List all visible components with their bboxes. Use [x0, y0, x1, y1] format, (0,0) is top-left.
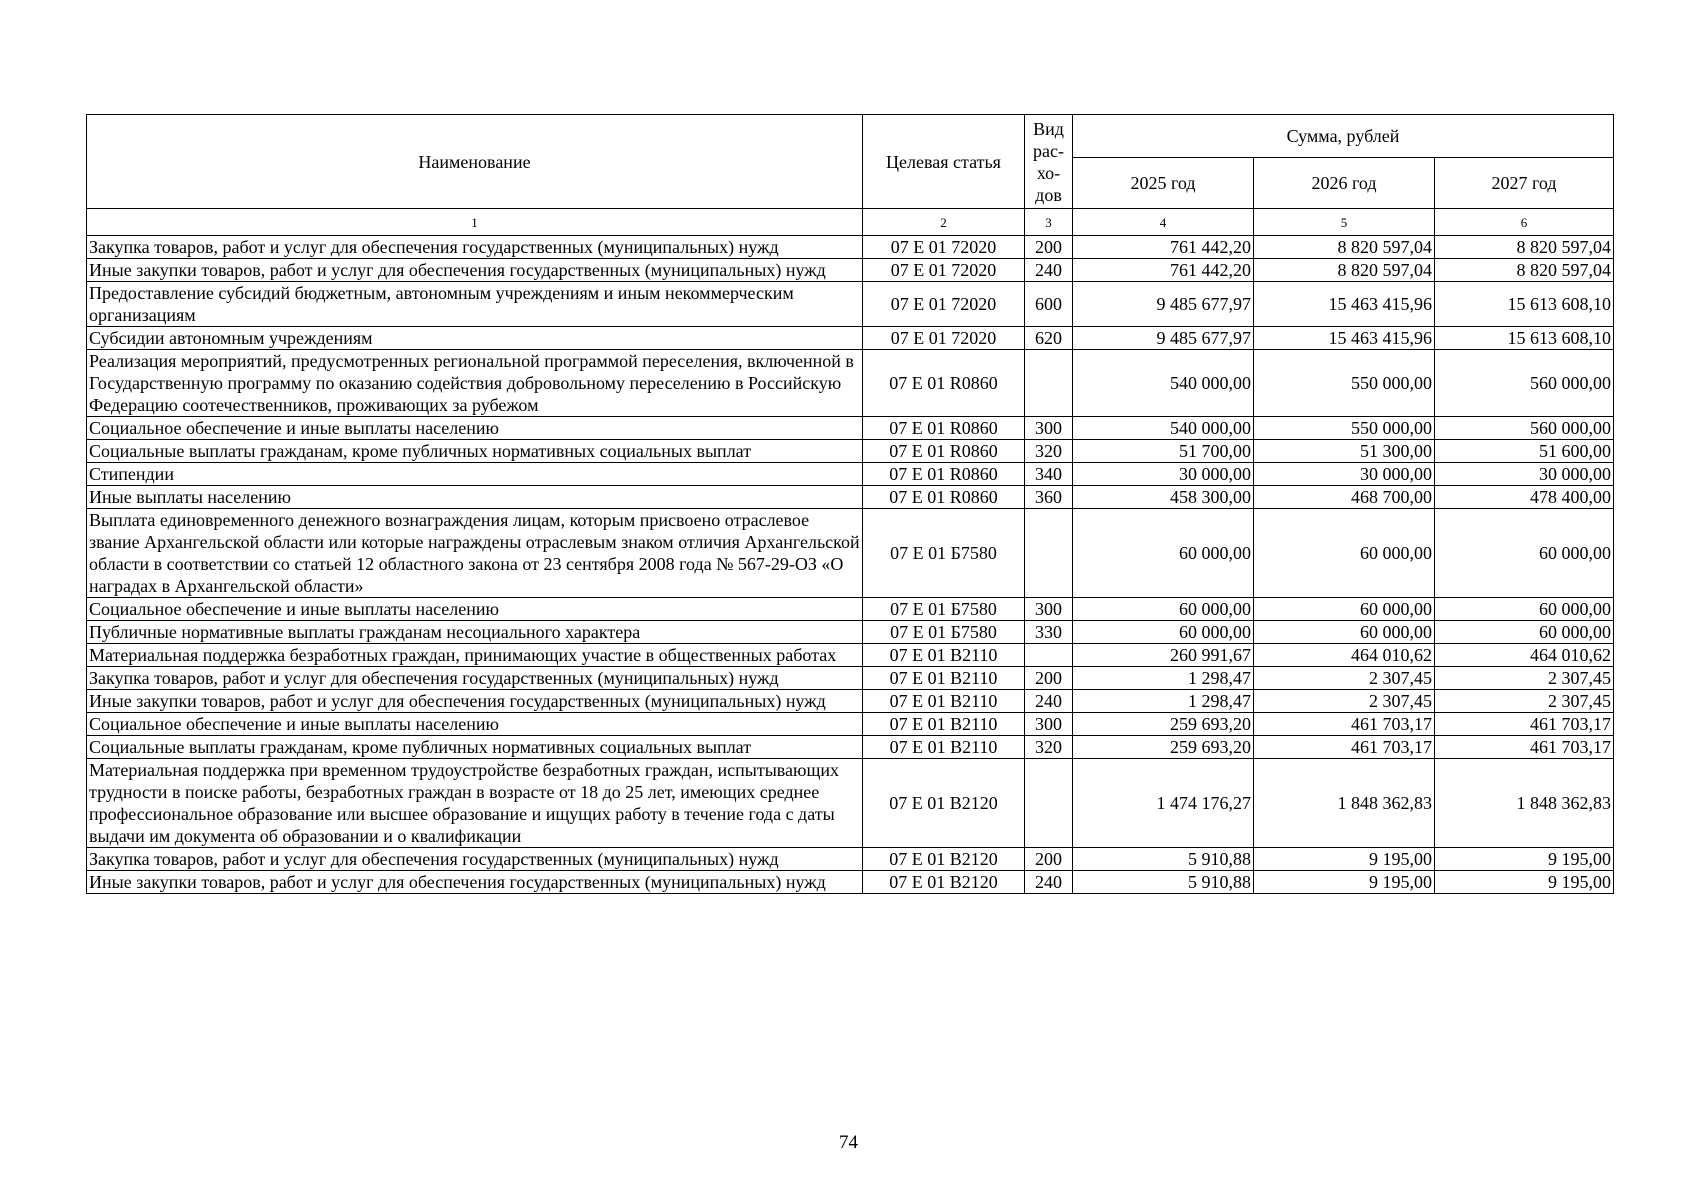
column-number: 6 — [1435, 209, 1614, 236]
row-expense-type: 240 — [1025, 690, 1073, 713]
row-name: Стипендии — [87, 463, 863, 486]
row-sum-2025: 540 000,00 — [1073, 350, 1254, 417]
row-name: Предоставление субсидий бюджетным, автономным учреждениям и иным некоммерческим организациям — [87, 282, 863, 327]
row-sum-2026: 8 820 597,04 — [1254, 236, 1435, 259]
table-row — [87, 759, 1614, 848]
row-sum-2026: 60 000,00 — [1254, 509, 1435, 598]
row-target-article: 07 Е 01 Б7580 — [863, 509, 1025, 598]
table-row — [87, 871, 1614, 894]
row-target-article: 07 Е 01 R0860 — [863, 463, 1025, 486]
row-target-article: 07 Е 01 Б7580 — [863, 598, 1025, 621]
table-row — [87, 236, 1614, 259]
table-row — [87, 621, 1614, 644]
row-sum-2025: 259 693,20 — [1073, 736, 1254, 759]
table-row — [87, 259, 1614, 282]
row-sum-2026: 468 700,00 — [1254, 486, 1435, 509]
row-sum-2026: 60 000,00 — [1254, 621, 1435, 644]
row-name: Социальное обеспечение и иные выплаты населению — [87, 713, 863, 736]
row-target-article: 07 Е 01 R0860 — [863, 440, 1025, 463]
row-name: Социальное обеспечение и иные выплаты населению — [87, 417, 863, 440]
row-name: Закупка товаров, работ и услуг для обеспечения государственных (муниципальных) нужд — [87, 667, 863, 690]
row-expense-type: 340 — [1025, 463, 1073, 486]
row-sum-2027: 30 000,00 — [1435, 463, 1614, 486]
row-name: Материальная поддержка безработных граждан, принимающих участие в общественных работах — [87, 644, 863, 667]
row-target-article: 07 Е 01 Б7580 — [863, 621, 1025, 644]
row-expense-type: 300 — [1025, 713, 1073, 736]
row-sum-2025: 761 442,20 — [1073, 259, 1254, 282]
row-expense-type: 360 — [1025, 486, 1073, 509]
row-name: Закупка товаров, работ и услуг для обеспечения государственных (муниципальных) нужд — [87, 236, 863, 259]
row-target-article: 07 Е 01 R0860 — [863, 486, 1025, 509]
header-sum: Сумма, рублей — [1073, 115, 1614, 158]
row-sum-2027: 60 000,00 — [1435, 621, 1614, 644]
row-target-article: 07 Е 01 72020 — [863, 259, 1025, 282]
row-sum-2026: 8 820 597,04 — [1254, 259, 1435, 282]
row-target-article: 07 Е 01 В2110 — [863, 644, 1025, 667]
table-row — [87, 667, 1614, 690]
row-sum-2026: 461 703,17 — [1254, 713, 1435, 736]
row-sum-2025: 51 700,00 — [1073, 440, 1254, 463]
row-target-article: 07 Е 01 В2120 — [863, 759, 1025, 848]
row-name: Социальные выплаты гражданам, кроме публичных нормативных социальных выплат — [87, 440, 863, 463]
row-sum-2027: 2 307,45 — [1435, 690, 1614, 713]
row-name: Социальное обеспечение и иные выплаты населению — [87, 598, 863, 621]
row-expense-type: 320 — [1025, 736, 1073, 759]
header-year-2027: 2027 год — [1435, 158, 1614, 209]
row-sum-2026: 2 307,45 — [1254, 690, 1435, 713]
row-expense-type: 200 — [1025, 667, 1073, 690]
row-sum-2026: 9 195,00 — [1254, 848, 1435, 871]
header-year-2026: 2026 год — [1254, 158, 1435, 209]
row-sum-2025: 60 000,00 — [1073, 509, 1254, 598]
row-sum-2025: 9 485 677,97 — [1073, 282, 1254, 327]
row-sum-2025: 5 910,88 — [1073, 848, 1254, 871]
row-sum-2026: 2 307,45 — [1254, 667, 1435, 690]
row-sum-2027: 60 000,00 — [1435, 598, 1614, 621]
row-sum-2025: 60 000,00 — [1073, 598, 1254, 621]
row-sum-2027: 51 600,00 — [1435, 440, 1614, 463]
row-name: Реализация мероприятий, предусмотренных региональной программой переселения, включенной в Государственную программу по оказанию содействия добровольному переселению в Российскую Федерацию соотечественников, проживающих за рубежом — [87, 350, 863, 417]
row-expense-type — [1025, 350, 1073, 417]
row-name: Материальная поддержка при временном трудоустройстве безработных граждан, испытывающих трудности в поиске работы, безработных граждан в возрасте от 18 до 25 лет, имеющих среднее профессиональное образование или высшее образование и ищущих работу в течение года с даты выдачи им документа об образовании и о квалификации — [87, 759, 863, 848]
table-row — [87, 736, 1614, 759]
row-sum-2027: 8 820 597,04 — [1435, 236, 1614, 259]
header-expense-type: Вид рас-хо-дов — [1025, 115, 1073, 209]
column-number: 4 — [1073, 209, 1254, 236]
row-name: Иные закупки товаров, работ и услуг для обеспечения государственных (муниципальных) нужд — [87, 259, 863, 282]
row-sum-2025: 60 000,00 — [1073, 621, 1254, 644]
column-number: 2 — [863, 209, 1025, 236]
row-target-article: 07 Е 01 В2110 — [863, 736, 1025, 759]
row-name: Иные закупки товаров, работ и услуг для обеспечения государственных (муниципальных) нужд — [87, 871, 863, 894]
column-number: 3 — [1025, 209, 1073, 236]
row-sum-2027: 2 307,45 — [1435, 667, 1614, 690]
page-number: 74 — [839, 1132, 858, 1153]
row-sum-2027: 1 848 362,83 — [1435, 759, 1614, 848]
row-name: Иные выплаты населению — [87, 486, 863, 509]
row-sum-2026: 464 010,62 — [1254, 644, 1435, 667]
row-sum-2025: 1 298,47 — [1073, 667, 1254, 690]
table-row — [87, 713, 1614, 736]
table-row — [87, 417, 1614, 440]
row-name: Субсидии автономным учреждениям — [87, 327, 863, 350]
row-target-article: 07 Е 01 R0860 — [863, 350, 1025, 417]
row-target-article: 07 Е 01 R0860 — [863, 417, 1025, 440]
row-target-article: 07 Е 01 В2120 — [863, 848, 1025, 871]
row-expense-type — [1025, 644, 1073, 667]
column-number: 1 — [87, 209, 863, 236]
table-row — [87, 282, 1614, 327]
header-year-2025: 2025 год — [1073, 158, 1254, 209]
row-sum-2026: 15 463 415,96 — [1254, 327, 1435, 350]
row-sum-2027: 9 195,00 — [1435, 848, 1614, 871]
row-sum-2026: 461 703,17 — [1254, 736, 1435, 759]
header-target-article: Целевая статья — [863, 115, 1025, 209]
table-row — [87, 440, 1614, 463]
row-expense-type: 240 — [1025, 871, 1073, 894]
row-sum-2025: 5 910,88 — [1073, 871, 1254, 894]
table-row — [87, 350, 1614, 417]
row-sum-2026: 550 000,00 — [1254, 350, 1435, 417]
header-name: Наименование — [87, 115, 863, 209]
table-row — [87, 644, 1614, 667]
row-expense-type: 320 — [1025, 440, 1073, 463]
row-sum-2026: 1 848 362,83 — [1254, 759, 1435, 848]
row-sum-2026: 51 300,00 — [1254, 440, 1435, 463]
row-sum-2027: 461 703,17 — [1435, 736, 1614, 759]
row-sum-2027: 15 613 608,10 — [1435, 327, 1614, 350]
row-sum-2025: 9 485 677,97 — [1073, 327, 1254, 350]
row-expense-type: 200 — [1025, 236, 1073, 259]
row-expense-type: 620 — [1025, 327, 1073, 350]
row-expense-type: 600 — [1025, 282, 1073, 327]
row-expense-type: 240 — [1025, 259, 1073, 282]
row-target-article: 07 Е 01 72020 — [863, 327, 1025, 350]
table-row — [87, 463, 1614, 486]
row-expense-type: 200 — [1025, 848, 1073, 871]
table-body — [87, 236, 1614, 894]
row-expense-type — [1025, 509, 1073, 598]
row-sum-2027: 15 613 608,10 — [1435, 282, 1614, 327]
row-name: Социальные выплаты гражданам, кроме публичных нормативных социальных выплат — [87, 736, 863, 759]
row-sum-2026: 550 000,00 — [1254, 417, 1435, 440]
row-sum-2027: 9 195,00 — [1435, 871, 1614, 894]
row-target-article: 07 Е 01 72020 — [863, 236, 1025, 259]
row-target-article: 07 Е 01 В2110 — [863, 713, 1025, 736]
table-row — [87, 598, 1614, 621]
row-target-article: 07 Е 01 В2120 — [863, 871, 1025, 894]
row-sum-2025: 761 442,20 — [1073, 236, 1254, 259]
row-sum-2025: 260 991,67 — [1073, 644, 1254, 667]
budget-table — [86, 114, 1614, 894]
row-expense-type: 330 — [1025, 621, 1073, 644]
row-target-article: 07 Е 01 В2110 — [863, 690, 1025, 713]
row-sum-2025: 540 000,00 — [1073, 417, 1254, 440]
table-row — [87, 848, 1614, 871]
row-sum-2025: 259 693,20 — [1073, 713, 1254, 736]
row-sum-2027: 464 010,62 — [1435, 644, 1614, 667]
row-sum-2025: 458 300,00 — [1073, 486, 1254, 509]
row-sum-2027: 461 703,17 — [1435, 713, 1614, 736]
row-sum-2027: 560 000,00 — [1435, 417, 1614, 440]
row-sum-2027: 478 400,00 — [1435, 486, 1614, 509]
row-sum-2026: 15 463 415,96 — [1254, 282, 1435, 327]
row-expense-type — [1025, 759, 1073, 848]
row-target-article: 07 Е 01 72020 — [863, 282, 1025, 327]
row-sum-2025: 1 474 176,27 — [1073, 759, 1254, 848]
column-number: 5 — [1254, 209, 1435, 236]
table-row — [87, 486, 1614, 509]
table-row — [87, 690, 1614, 713]
row-name: Закупка товаров, работ и услуг для обеспечения государственных (муниципальных) нужд — [87, 848, 863, 871]
row-sum-2025: 30 000,00 — [1073, 463, 1254, 486]
row-name: Выплата единовременного денежного вознаграждения лицам, которым присвоено отраслевое звание Архангельской области или которые награждены отраслевым знаком отличия Архангельской области в соответствии со статьей 12 областного закона от 23 сентября 2008 года № 567-29-ОЗ «О наградах в Архангельской области» — [87, 509, 863, 598]
row-name: Публичные нормативные выплаты гражданам несоциального характера — [87, 621, 863, 644]
row-sum-2025: 1 298,47 — [1073, 690, 1254, 713]
row-sum-2027: 60 000,00 — [1435, 509, 1614, 598]
row-sum-2026: 30 000,00 — [1254, 463, 1435, 486]
row-target-article: 07 Е 01 В2110 — [863, 667, 1025, 690]
table-row — [87, 509, 1614, 598]
row-expense-type: 300 — [1025, 598, 1073, 621]
row-name: Иные закупки товаров, работ и услуг для обеспечения государственных (муниципальных) нужд — [87, 690, 863, 713]
row-sum-2026: 60 000,00 — [1254, 598, 1435, 621]
row-sum-2027: 560 000,00 — [1435, 350, 1614, 417]
row-sum-2027: 8 820 597,04 — [1435, 259, 1614, 282]
table-row — [87, 327, 1614, 350]
row-sum-2026: 9 195,00 — [1254, 871, 1435, 894]
row-expense-type: 300 — [1025, 417, 1073, 440]
